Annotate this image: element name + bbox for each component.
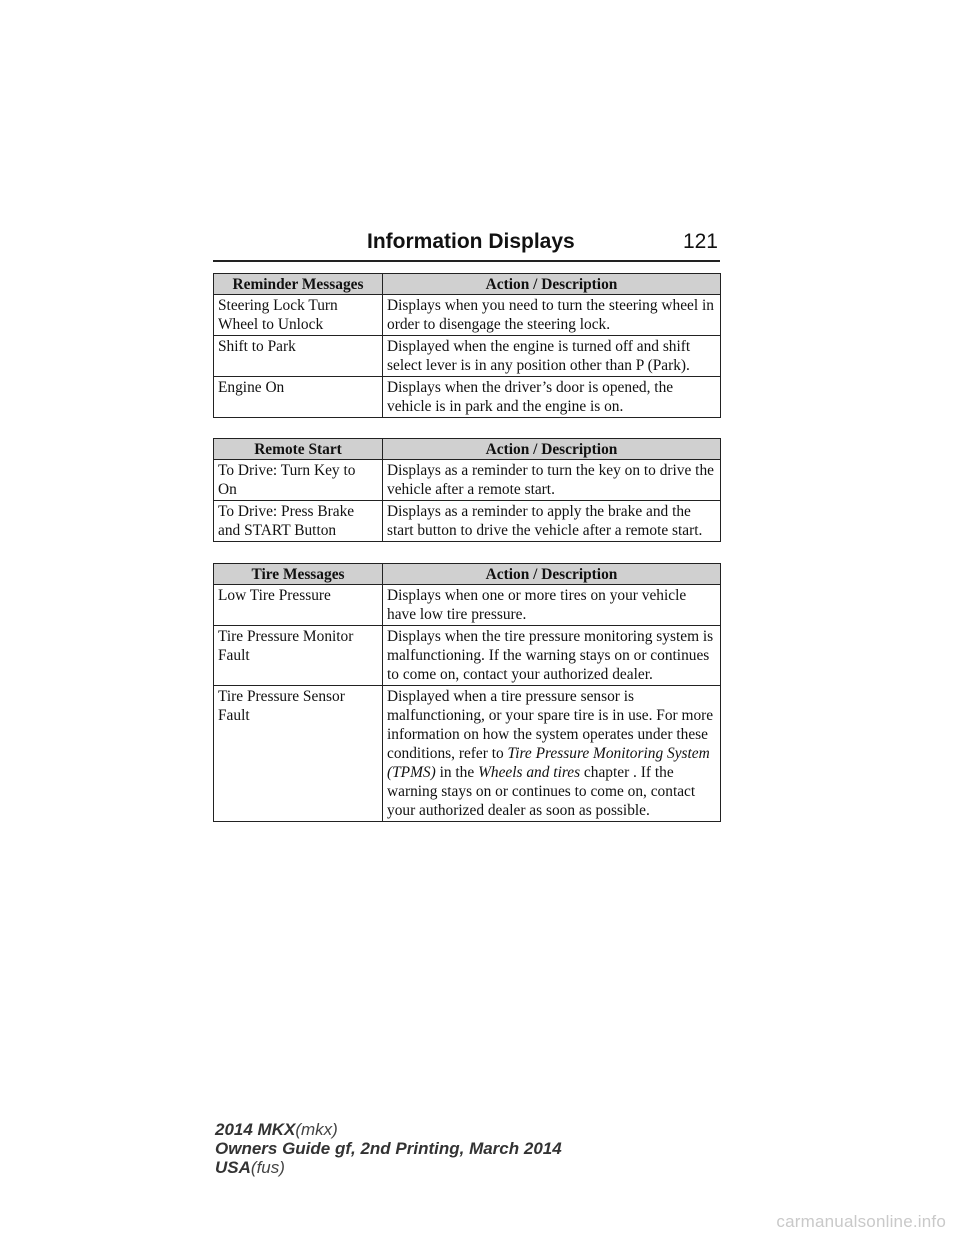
column-header-message: Remote Start bbox=[214, 439, 383, 460]
description-text: Displayed when a tire pressure sensor is malfunctioning, or your spare tire is in use. For more information on how the system operates under these conditions, refer to bbox=[387, 688, 714, 762]
message-cell: Low Tire Pressure bbox=[214, 585, 383, 626]
table-row bbox=[214, 501, 721, 542]
table-header-row bbox=[214, 274, 721, 295]
description-text: in the bbox=[435, 764, 479, 781]
message-cell: Tire Pressure Sensor Fault bbox=[214, 686, 383, 822]
table-row bbox=[214, 295, 721, 336]
message-cell: To Drive: Turn Key to On bbox=[214, 460, 383, 501]
tire-messages-table bbox=[213, 563, 721, 822]
footer-market-code: (fus) bbox=[250, 1158, 285, 1177]
description-cell: Displays when the tire pressure monitoring system is malfunctioning. If the warning stays on or continues to come on, contact your authorized dealer. bbox=[383, 626, 721, 686]
table-row bbox=[214, 686, 721, 822]
message-cell: Tire Pressure Monitor Fault bbox=[214, 626, 383, 686]
page-footer bbox=[215, 1120, 562, 1177]
footer-market: USA bbox=[215, 1158, 251, 1177]
description-cell bbox=[383, 686, 721, 822]
header-rule bbox=[213, 260, 720, 262]
footer-model-code: (mkx) bbox=[295, 1120, 338, 1139]
description-text: chapter . If the warning stays on or continues to come on, contact your authorized dealer as soon as possible. bbox=[387, 764, 696, 819]
table-row bbox=[214, 626, 721, 686]
table-row bbox=[214, 377, 721, 418]
message-cell: Steering Lock Turn Wheel to Unlock bbox=[214, 295, 383, 336]
footer-model-line bbox=[215, 1120, 562, 1139]
description-cell: Displays when you need to turn the steering wheel in order to disengage the steering lock. bbox=[383, 295, 721, 336]
page-header bbox=[213, 228, 720, 262]
section-title: Information Displays bbox=[367, 230, 575, 253]
column-header-description: Action / Description bbox=[383, 274, 721, 295]
tpms-reference: Tire Pressure Monitoring System (TPMS) bbox=[387, 745, 710, 781]
description-cell: Displayed when the engine is turned off and shift select lever is in any position other than P (Park). bbox=[383, 336, 721, 377]
column-header-description: Action / Description bbox=[383, 564, 721, 585]
footer-guide-line bbox=[215, 1139, 562, 1158]
footer-guide-info: Owners Guide gf, 2nd Printing, March 2014 bbox=[215, 1139, 562, 1158]
footer-model: 2014 MKX bbox=[215, 1120, 296, 1139]
message-cell: To Drive: Press Brake and START Button bbox=[214, 501, 383, 542]
table-row bbox=[214, 460, 721, 501]
remote-start-table bbox=[213, 438, 721, 542]
description-cell: Displays when the driver’s door is opened, the vehicle is in park and the engine is on. bbox=[383, 377, 721, 418]
column-header-message: Reminder Messages bbox=[214, 274, 383, 295]
table-header-row bbox=[214, 439, 721, 460]
table-row bbox=[214, 336, 721, 377]
chapter-reference: Wheels and tires bbox=[478, 764, 581, 781]
reminder-messages-table bbox=[213, 273, 721, 418]
table-header-row bbox=[214, 564, 721, 585]
site-watermark: carmanualsonline.info bbox=[776, 1212, 946, 1231]
column-header-message: Tire Messages bbox=[214, 564, 383, 585]
footer-market-line bbox=[215, 1158, 562, 1177]
table-row bbox=[214, 585, 721, 626]
description-cell: Displays as a reminder to turn the key on to drive the vehicle after a remote start. bbox=[383, 460, 721, 501]
message-cell: Engine On bbox=[214, 377, 383, 418]
page-number: 121 bbox=[682, 230, 718, 253]
column-header-description: Action / Description bbox=[383, 439, 721, 460]
message-cell: Shift to Park bbox=[214, 336, 383, 377]
description-cell: Displays as a reminder to apply the brake and the start button to drive the vehicle after a remote start. bbox=[383, 501, 721, 542]
description-cell: Displays when one or more tires on your vehicle have low tire pressure. bbox=[383, 585, 721, 626]
